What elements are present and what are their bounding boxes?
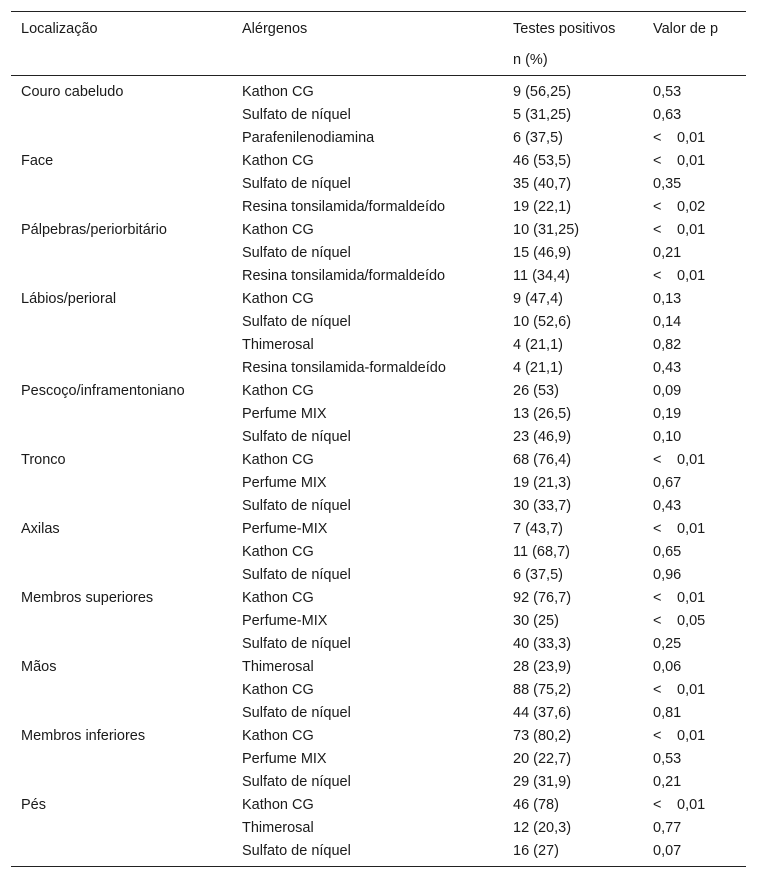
- cell-location: [11, 747, 232, 770]
- p-value-number: 0,21: [653, 773, 682, 790]
- p-value-less-than: <: [653, 796, 662, 813]
- cell-p-value: [643, 195, 746, 218]
- cell-p-value: [643, 540, 746, 563]
- cell-allergen: Kathon CG: [242, 221, 314, 238]
- cell-location: [11, 402, 232, 425]
- table-row: [11, 632, 746, 655]
- header-positive-tests: Testes positivos: [513, 20, 616, 37]
- cell-allergen: Perfume-MIX: [242, 520, 328, 537]
- cell-allergen: Sulfato de níquel: [242, 175, 351, 192]
- cell-p-value: [643, 218, 746, 241]
- cell-positive-tests: 26 (53): [513, 382, 559, 399]
- cell-location: [11, 701, 232, 724]
- cell-allergen: Kathon CG: [242, 382, 314, 399]
- cell-allergen: Kathon CG: [242, 589, 314, 606]
- cell-location: Pescoço/inframentoniano: [21, 382, 185, 399]
- allergen-table-container: [11, 11, 746, 867]
- cell-location: [11, 632, 232, 655]
- p-value-number: 0,19: [653, 405, 682, 422]
- table-row: [11, 149, 746, 172]
- cell-positive-tests: 23 (46,9): [513, 428, 572, 445]
- table-row: [11, 448, 746, 471]
- p-value-number: 0,81: [653, 704, 682, 721]
- cell-positive-tests: 46 (78): [513, 796, 559, 813]
- cell-p-value: [643, 241, 746, 264]
- cell-allergen: Kathon CG: [242, 451, 314, 468]
- cell-p-value: [643, 264, 746, 287]
- cell-location: [11, 816, 232, 839]
- p-value-number: 0,01: [677, 267, 706, 284]
- cell-p-value: [643, 310, 746, 333]
- cell-positive-tests: 11 (68,7): [513, 543, 570, 560]
- cell-p-value: [643, 448, 746, 471]
- cell-allergen: Kathon CG: [242, 727, 314, 744]
- table-row: [11, 770, 746, 793]
- cell-positive-tests: 35 (40,7): [513, 175, 572, 192]
- p-value-number: 0,07: [653, 842, 682, 859]
- cell-location: Tronco: [21, 451, 66, 468]
- table-row: [11, 471, 746, 494]
- table-row: [11, 609, 746, 632]
- cell-p-value: [643, 586, 746, 609]
- cell-allergen: Resina tonsilamida-formaldeído: [242, 359, 446, 376]
- cell-p-value: [643, 103, 746, 126]
- cell-p-value: [643, 172, 746, 195]
- p-value-number: 0,05: [677, 612, 706, 629]
- p-value-number: 0,01: [677, 451, 706, 468]
- cell-allergen: Kathon CG: [242, 83, 314, 100]
- p-value-number: 0,01: [677, 589, 706, 606]
- cell-allergen: Perfume MIX: [242, 474, 327, 491]
- cell-positive-tests: 6 (37,5): [513, 129, 563, 146]
- cell-p-value: [643, 678, 746, 701]
- cell-p-value: [643, 724, 746, 747]
- cell-location: [11, 333, 232, 356]
- p-value-number: 0,01: [677, 520, 706, 537]
- cell-location: Face: [21, 152, 54, 169]
- table-row: [11, 747, 746, 770]
- p-value-less-than: <: [653, 612, 662, 629]
- header-sub-empty-2: [232, 44, 503, 76]
- cell-allergen: Resina tonsilamida/formaldeído: [242, 267, 446, 284]
- table-row: [11, 540, 746, 563]
- cell-allergen: Resina tonsilamida/formaldeído: [242, 198, 446, 215]
- cell-location: [11, 264, 232, 287]
- cell-positive-tests: 4 (21,1): [513, 359, 563, 376]
- cell-p-value: [643, 379, 746, 402]
- cell-allergen: Kathon CG: [242, 290, 314, 307]
- header-allergens: Alérgenos: [242, 20, 308, 37]
- table-row: [11, 126, 746, 149]
- cell-p-value: [643, 76, 746, 104]
- cell-location: [11, 172, 232, 195]
- p-value-number: 0,35: [653, 175, 682, 192]
- cell-allergen: Thimerosal: [242, 819, 314, 836]
- cell-p-value: [643, 402, 746, 425]
- header-p-value: Valor de p: [653, 20, 719, 37]
- p-value-number: 0,06: [653, 658, 682, 675]
- table-row: [11, 287, 746, 310]
- cell-location: Membros inferiores: [21, 727, 146, 744]
- cell-positive-tests: 6 (37,5): [513, 566, 563, 583]
- cell-positive-tests: 40 (33,3): [513, 635, 572, 652]
- table-row: [11, 494, 746, 517]
- p-value-less-than: <: [653, 681, 662, 698]
- cell-positive-tests: 9 (56,25): [513, 83, 572, 100]
- p-value-number: 0,14: [653, 313, 682, 330]
- table-row: [11, 264, 746, 287]
- cell-location: [11, 609, 232, 632]
- cell-positive-tests: 19 (22,1): [513, 198, 572, 215]
- cell-allergen: Kathon CG: [242, 152, 314, 169]
- cell-allergen: Sulfato de níquel: [242, 428, 351, 445]
- cell-location: Axilas: [21, 520, 60, 537]
- table-row: [11, 517, 746, 540]
- table-row: [11, 425, 746, 448]
- cell-allergen: Sulfato de níquel: [242, 635, 351, 652]
- cell-positive-tests: 68 (76,4): [513, 451, 572, 468]
- cell-allergen: Sulfato de níquel: [242, 497, 351, 514]
- cell-p-value: [643, 747, 746, 770]
- header-location: Localização: [21, 20, 98, 37]
- header-positive-tests-unit: n (%): [513, 52, 548, 68]
- cell-allergen: Kathon CG: [242, 681, 314, 698]
- cell-allergen: Sulfato de níquel: [242, 244, 351, 261]
- p-value-number: 0,77: [653, 819, 682, 836]
- cell-positive-tests: 7 (43,7): [513, 520, 563, 537]
- cell-allergen: Perfume-MIX: [242, 612, 328, 629]
- cell-positive-tests: 73 (80,2): [513, 727, 572, 744]
- cell-p-value: [643, 839, 746, 866]
- cell-p-value: [643, 655, 746, 678]
- cell-p-value: [643, 494, 746, 517]
- p-value-number: 0,01: [677, 129, 706, 146]
- cell-p-value: [643, 793, 746, 816]
- cell-positive-tests: 29 (31,9): [513, 773, 572, 790]
- header-sub-empty-1: [11, 44, 232, 76]
- p-value-number: 0,21: [653, 244, 682, 261]
- cell-location: [11, 425, 232, 448]
- cell-p-value: [643, 333, 746, 356]
- cell-p-value: [643, 770, 746, 793]
- cell-allergen: Sulfato de níquel: [242, 773, 351, 790]
- cell-allergen: Sulfato de níquel: [242, 106, 351, 123]
- cell-allergen: Sulfato de níquel: [242, 313, 351, 330]
- p-value-number: 0,01: [677, 681, 706, 698]
- cell-location: [11, 540, 232, 563]
- cell-location: Mãos: [21, 658, 57, 675]
- cell-positive-tests: 19 (21,3): [513, 474, 572, 491]
- cell-location: [11, 678, 232, 701]
- cell-p-value: [643, 126, 746, 149]
- cell-allergen: Perfume MIX: [242, 750, 327, 767]
- cell-location: [11, 770, 232, 793]
- cell-p-value: [643, 287, 746, 310]
- cell-location: [11, 839, 232, 866]
- header-row: [11, 12, 746, 44]
- cell-location: Couro cabeludo: [21, 83, 124, 100]
- cell-location: [11, 195, 232, 218]
- p-value-less-than: <: [653, 589, 662, 606]
- cell-positive-tests: 13 (26,5): [513, 405, 572, 422]
- cell-location: [11, 241, 232, 264]
- cell-allergen: Perfume MIX: [242, 405, 327, 422]
- p-value-less-than: <: [653, 727, 662, 744]
- cell-positive-tests: 46 (53,5): [513, 152, 572, 169]
- p-value-number: 0,25: [653, 635, 682, 652]
- cell-location: Lábios/perioral: [21, 290, 117, 307]
- p-value-less-than: <: [653, 267, 662, 284]
- p-value-less-than: <: [653, 221, 662, 238]
- table-row: [11, 655, 746, 678]
- cell-positive-tests: 5 (31,25): [513, 106, 572, 123]
- header-subrow: [11, 44, 746, 76]
- p-value-number: 0,63: [653, 106, 682, 123]
- p-value-less-than: <: [653, 451, 662, 468]
- cell-positive-tests: 30 (33,7): [513, 497, 572, 514]
- cell-location: Pálpebras/periorbitário: [21, 221, 167, 238]
- p-value-number: 0,01: [677, 796, 706, 813]
- cell-positive-tests: 12 (20,3): [513, 819, 572, 836]
- p-value-number: 0,53: [653, 750, 682, 767]
- cell-positive-tests: 44 (37,6): [513, 704, 572, 721]
- cell-allergen: Kathon CG: [242, 543, 314, 560]
- cell-allergen: Sulfato de níquel: [242, 566, 351, 583]
- cell-p-value: [643, 517, 746, 540]
- cell-p-value: [643, 609, 746, 632]
- cell-positive-tests: 10 (31,25): [513, 221, 580, 238]
- cell-p-value: [643, 149, 746, 172]
- cell-location: Membros superiores: [21, 589, 154, 606]
- p-value-number: 0,43: [653, 359, 682, 376]
- cell-positive-tests: 4 (21,1): [513, 336, 563, 353]
- p-value-number: 0,01: [677, 727, 706, 744]
- cell-p-value: [643, 563, 746, 586]
- cell-p-value: [643, 471, 746, 494]
- table-row: [11, 563, 746, 586]
- table-row: [11, 333, 746, 356]
- table-row: [11, 586, 746, 609]
- p-value-number: 0,13: [653, 290, 682, 307]
- table-row: [11, 195, 746, 218]
- p-value-number: 0,96: [653, 566, 682, 583]
- table-row: [11, 724, 746, 747]
- header-sub-empty-4: [643, 44, 746, 76]
- cell-positive-tests: 30 (25): [513, 612, 559, 629]
- table-row: [11, 701, 746, 724]
- table-row: [11, 356, 746, 379]
- cell-location: [11, 126, 232, 149]
- p-value-less-than: <: [653, 520, 662, 537]
- cell-p-value: [643, 632, 746, 655]
- cell-location: [11, 103, 232, 126]
- cell-positive-tests: 11 (34,4): [513, 267, 570, 284]
- table-row: [11, 172, 746, 195]
- cell-p-value: [643, 425, 746, 448]
- cell-positive-tests: 92 (76,7): [513, 589, 572, 606]
- p-value-number: 0,09: [653, 382, 682, 399]
- table-row: [11, 76, 746, 104]
- cell-positive-tests: 20 (22,7): [513, 750, 572, 767]
- cell-location: [11, 310, 232, 333]
- cell-location: [11, 356, 232, 379]
- cell-allergen: Thimerosal: [242, 336, 314, 353]
- table-row: [11, 103, 746, 126]
- cell-location: [11, 563, 232, 586]
- cell-location: [11, 471, 232, 494]
- p-value-less-than: <: [653, 152, 662, 169]
- table-row: [11, 816, 746, 839]
- p-value-number: 0,82: [653, 336, 682, 353]
- table-row: [11, 379, 746, 402]
- p-value-number: 0,02: [677, 198, 706, 215]
- table-row: [11, 678, 746, 701]
- p-value-number: 0,43: [653, 497, 682, 514]
- p-value-number: 0,10: [653, 428, 682, 445]
- cell-allergen: Sulfato de níquel: [242, 842, 351, 859]
- cell-p-value: [643, 356, 746, 379]
- p-value-number: 0,01: [677, 152, 706, 169]
- cell-p-value: [643, 701, 746, 724]
- cell-location: [11, 494, 232, 517]
- allergen-table: [11, 12, 746, 866]
- table-row: [11, 218, 746, 241]
- cell-positive-tests: 10 (52,6): [513, 313, 572, 330]
- cell-positive-tests: 9 (47,4): [513, 290, 563, 307]
- cell-positive-tests: 15 (46,9): [513, 244, 572, 261]
- table-header: [11, 12, 746, 76]
- p-value-number: 0,53: [653, 83, 682, 100]
- p-value-less-than: <: [653, 198, 662, 215]
- cell-allergen: Sulfato de níquel: [242, 704, 351, 721]
- p-value-number: 0,67: [653, 474, 682, 491]
- p-value-number: 0,01: [677, 221, 706, 238]
- cell-positive-tests: 28 (23,9): [513, 658, 572, 675]
- cell-p-value: [643, 816, 746, 839]
- table-row: [11, 793, 746, 816]
- table-row: [11, 310, 746, 333]
- cell-allergen: Kathon CG: [242, 796, 314, 813]
- table-body: [11, 76, 746, 867]
- cell-location: Pés: [21, 796, 46, 813]
- p-value-less-than: <: [653, 129, 662, 146]
- cell-positive-tests: 16 (27): [513, 842, 559, 859]
- table-row: [11, 839, 746, 866]
- p-value-number: 0,65: [653, 543, 682, 560]
- cell-positive-tests: 88 (75,2): [513, 681, 572, 698]
- table-row: [11, 241, 746, 264]
- cell-allergen: Thimerosal: [242, 658, 314, 675]
- cell-allergen: Parafenilenodiamina: [242, 129, 375, 146]
- table-row: [11, 402, 746, 425]
